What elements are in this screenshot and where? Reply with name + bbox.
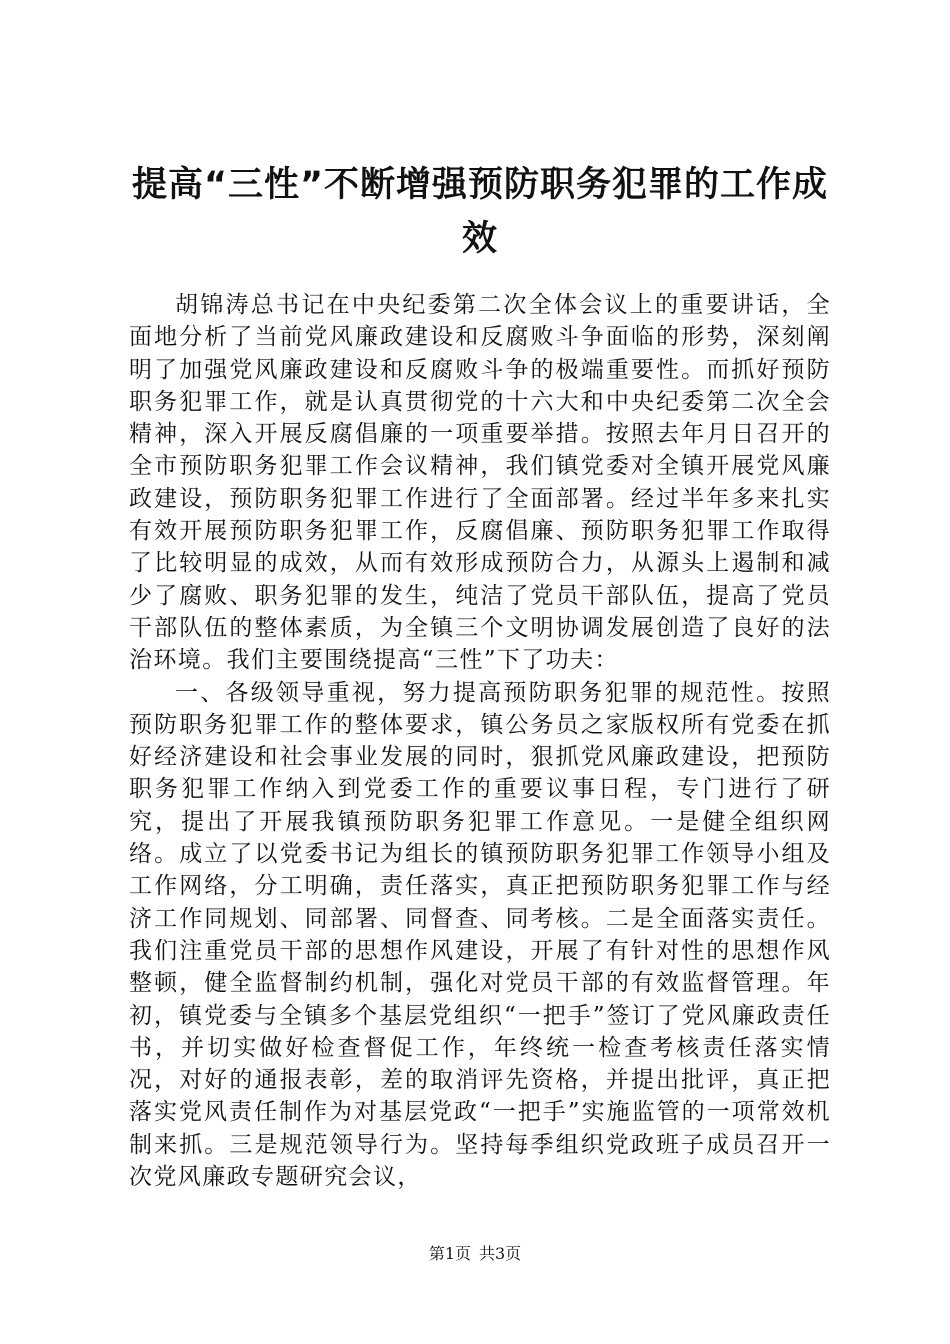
page-total: 共3页 (479, 1244, 522, 1263)
body-paragraph-intro: 胡锦涛总书记在中央纪委第二次全体会议上的重要讲话，全面地分析了当前党风廉政建设和反腐败斗争面临的形势，深刻阐明了加强党风廉政建设和反腐败斗争的极端重要性。而抓好预防职务犯罪工作，就是认真贯彻党的十六大和中央纪委第二次全会精神，深入开展反腐倡廉的一项重要举措。按照去年月日召开的全市预防职务犯罪工作会议精神，我们镇党委对全镇开展党风廉政建设，预防职务犯罪工作进行了全面部署。经过半年多来扎实有效开展预防职务犯罪工作，反腐倡廉、预防职务犯罪工作取得了比较明显的成效，从而有效形成预防合力，从源头上遏制和减少了腐败、职务犯罪的发生，纯洁了党员干部队伍，提高了党员干部队伍的整体素质，为全镇三个文明协调发展创造了良好的法治环境。我们主要围绕提高“三性”下了功夫： (129, 292, 831, 674)
document-title: 提高“三性”不断增强预防职务犯罪的工作成效 (131, 165, 828, 259)
page-number: 第1页 (428, 1244, 471, 1263)
page-footer (0, 1243, 950, 1265)
body-paragraph-section-one: 一、各级领导重视，努力提高预防职务犯罪的规范性。按照预防职务犯罪工作的整体要求，镇公务员之家版权所有党委在抓好经济建设和社会事业发展的同时，狠抓党风廉政建设，把预防职务犯罪工作纳入到党委工作的重要议事日程，专门进行了研究，提出了开展我镇预防职务犯罪工作意见。一是健全组织网络。成立了以党委书记为组长的镇预防职务犯罪工作领导小组及工作网络，分工明确，责任落实，真正把预防职务犯罪工作与经济工作同规划、同部署、同督查、同考核。二是全面落实责任。我们注重党员干部的思想作风建设，开展了有针对性的思想作风整顿，健全监督制约机制，强化对党员干部的有效监督管理。年初，镇党委与全镇多个基层党组织“一把手”签订了党风廉政责任书，并切实做好检查督促工作，年终统一检查考核责任落实情况，对好的通报表彰，差的取消评先资格，并提出批评，真正把落实党风责任制作为对基层党政“一把手”实施监管的一项常效机制来抓。三是规范领导行为。坚持每季组织党政班子成员召开一次党风廉政专题研究会议， (129, 679, 831, 1191)
document-body (129, 289, 831, 1193)
